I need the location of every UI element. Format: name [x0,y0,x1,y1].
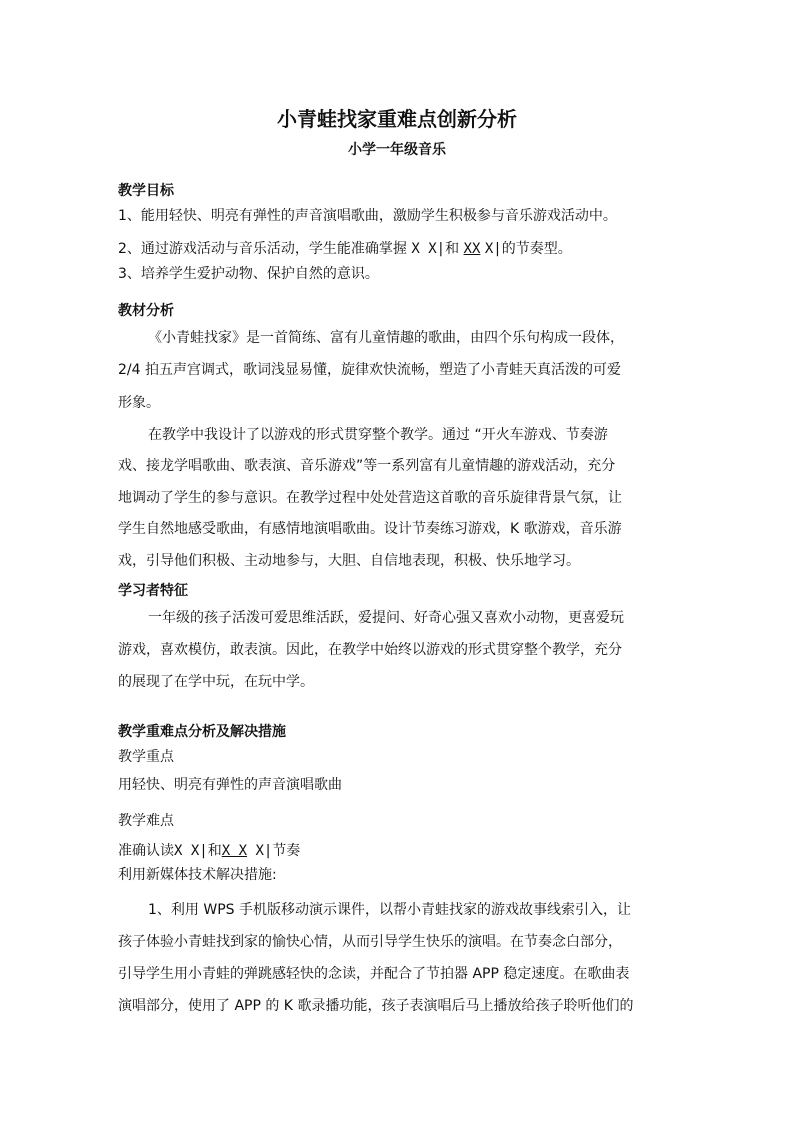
rhythm-pattern-b-tail: X|节奏 [247,843,301,859]
material-line: 《小青蛙找家》是一首简练、富有儿童情趣的歌曲，由四个乐句构成一段体， [148,330,624,346]
goal-item-1: 1、能用轻快、明亮有弹性的声音演唱歌曲，激励学生积极参与音乐游戏活动中。 [118,208,617,224]
section-heading-teaching-goals: 教学目标 [118,183,174,199]
difficulty-text-pre: 准确认读 [118,843,174,859]
goal-item-2 [118,240,572,258]
focus-text: 用轻快、明亮有弹性的声音演唱歌曲 [118,777,342,793]
material-line: 戏，引导他们积极、主动地参与，大胆、自信地表现，积极、快乐地学习。 [118,553,580,569]
solution-label: 利用新媒体技术解决措施: [118,867,277,883]
solution-line: 孩子体验小青蛙找到家的愉快心情，从而引导学生快乐的演唱。在节奏念白部分， [118,934,622,950]
material-line: 地调动了学生的参与意识。在教学过程中处处营造这首歌的音乐旋律背景气氛，让 [118,490,622,506]
material-line: 形象。 [118,395,160,411]
focus-label: 教学重点 [118,749,174,765]
material-line: 学生自然地感受歌曲，有感情地演唱歌曲。设计节奏练习游戏，K 歌游戏，音乐游 [118,521,622,537]
goal-item-3: 3、培养学生爱护动物、保护自然的意识。 [118,266,379,282]
section-heading-learner: 学习者特征 [118,583,188,599]
learner-line: 的展现了在学中玩，在玩中学。 [118,674,314,690]
rhythm-pattern-2-tail: X|的节奏型。 [484,241,572,257]
material-line: 2/4 拍五声宫调式，歌词浅显易懂，旋律欢快流畅，塑造了小青蛙天真活泼的可爱 [118,362,621,378]
document-title: 小青蛙找家重难点创新分析 [277,107,517,131]
section-heading-difficulty: 教学重难点分析及解决措施 [118,724,286,740]
solution-line: 演唱部分，使用了 APP 的 K 歌录播功能，孩子表演唱后马上播放给孩子聆听他们的 [118,998,634,1014]
difficulty-label: 教学难点 [118,813,174,829]
solution-line: 引导学生用小青蛙的弹跳感轻快的念读，并配合了节拍器 APP 稳定速度。在歌曲表 [118,966,630,982]
learner-line: 游戏，喜欢模仿，敢表演。因此，在教学中始终以游戏的形式贯穿整个教学，充分 [118,642,622,658]
document-subtitle: 小学一年级音乐 [348,142,446,158]
difficulty-text [118,842,300,860]
material-line: 在教学中我设计了以游戏的形式贯穿整个教学。通过 “开火车游戏、节奏游 [148,427,608,443]
rhythm-pattern-2-underlined: XX [463,241,481,257]
rhythm-pattern-1: X X|和 [411,241,460,257]
rhythm-pattern-b-underlined: X X [221,843,248,859]
goal-item-2-text: 2、通过游戏活动与音乐活动，学生能准确掌握 [118,241,407,257]
material-line: 戏、接龙学唱歌曲、歌表演、音乐游戏”等一系列富有儿童情趣的游戏活动，充分 [118,458,616,474]
section-heading-material: 教材分析 [118,303,174,319]
rhythm-pattern-a: X X|和 [174,843,222,859]
solution-line: 1、利用 WPS 手机版移动演示课件，以帮小青蛙找家的游戏故事线索引入，让 [148,902,631,918]
learner-line: 一年级的孩子活泼可爱思维活跃，爱提问、好奇心强又喜欢小动物，更喜爱玩 [148,610,624,626]
